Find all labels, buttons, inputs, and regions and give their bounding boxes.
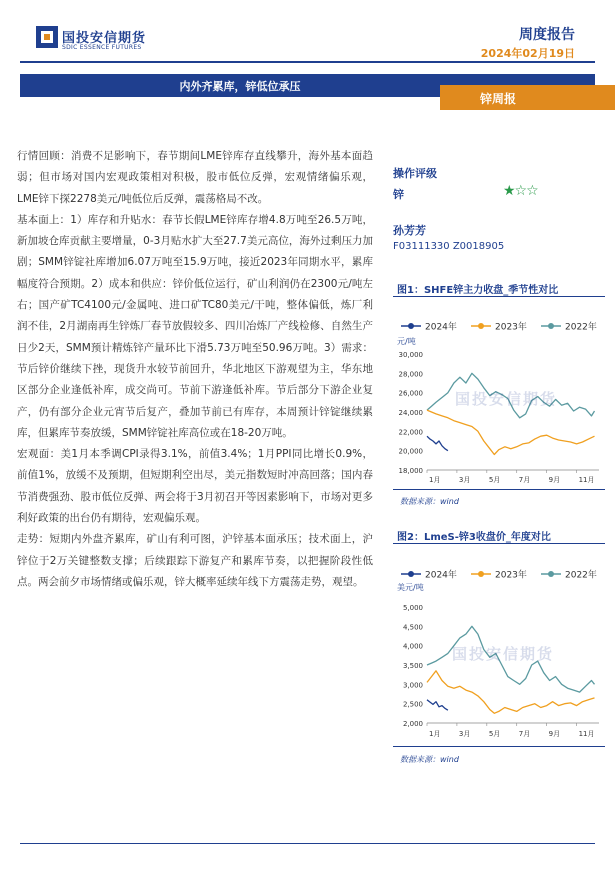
footer-divider — [20, 843, 595, 844]
report-date: 2024年02月19日 — [480, 47, 575, 60]
x-tick-label-3: 7月 — [518, 730, 531, 738]
series-line-0 — [427, 700, 448, 710]
series-line-0 — [427, 436, 448, 451]
page-header — [0, 0, 615, 70]
rating-stars: ★☆☆ — [503, 183, 538, 199]
legend-label-1: 2023年 — [495, 322, 527, 333]
paragraph-macro: 宏观面：美1月本季调CPI录得3.1%，前值3.4%；1月PPI同比增长0.9%，前值1%，放缓不及预期，但短期利空出尽，美元指数短时冲高回落；国内春节消费强劲、股市低位反弹、两会将于3月初召开等因素影响下，市场对更多利好政策的出台仍有期待，宏观偏乐观。 — [17, 448, 373, 525]
legend-marker-0 — [408, 323, 414, 329]
legend-marker-2 — [548, 571, 554, 577]
legend-marker-1 — [478, 571, 484, 577]
logo-text: 国投安信期货 — [62, 31, 147, 46]
legend-label-0: 2024年 — [425, 570, 457, 581]
y-axis-unit: 元/吨 — [397, 337, 416, 346]
y-tick-label-0: 30,000 — [398, 351, 423, 359]
sdic-logo-icon — [36, 26, 58, 48]
x-tick-label-4: 9月 — [548, 730, 561, 738]
figure-2-source: 数据来源：wind — [400, 755, 459, 764]
y-axis-unit: 美元/吨 — [397, 583, 424, 592]
x-tick-label-1: 3月 — [458, 476, 471, 484]
y-tick-label-0: 5,000 — [402, 604, 423, 612]
x-tick-label-0: 1月 — [429, 730, 441, 738]
report-body — [17, 146, 373, 593]
x-tick-label-1: 3月 — [458, 730, 471, 738]
y-tick-label-4: 3,000 — [402, 681, 423, 690]
watermark-1: 国投安信期货 — [455, 390, 558, 408]
x-tick-label-2: 5月 — [488, 730, 501, 738]
legend-marker-0 — [408, 571, 414, 577]
x-tick-label-3: 7月 — [518, 476, 531, 484]
legend-marker-2 — [548, 323, 554, 329]
x-tick-label-2: 5月 — [488, 476, 501, 484]
legend-label-0: 2024年 — [425, 322, 457, 333]
y-tick-label-6: 18,000 — [398, 467, 423, 475]
analyst-name: 孙芳芳 — [393, 224, 426, 237]
figure-2-title: 图2：LmeS-锌3收盘价_年度对比 — [397, 532, 551, 543]
legend-label-1: 2023年 — [495, 570, 527, 581]
report-tag-label: 锌周报 — [480, 92, 517, 106]
y-tick-label-5: 20,000 — [398, 447, 423, 456]
y-tick-label-1: 28,000 — [398, 370, 423, 379]
report-tag — [440, 85, 615, 110]
report-type: 周度报告 — [519, 27, 575, 43]
series-line-1 — [427, 410, 595, 454]
y-tick-label-2: 26,000 — [398, 389, 423, 398]
x-tick-label-5: 11月 — [578, 730, 595, 738]
figure-1-title: 图1：SHFE锌主力收盘_季节性对比 — [397, 285, 559, 296]
page-title: 内外齐累库，锌低位承压 — [179, 80, 301, 93]
figure-1-divider — [393, 296, 605, 297]
x-tick-label-0: 1月 — [429, 476, 441, 484]
legend-label-2: 2022年 — [565, 570, 597, 581]
paragraph-trend: 走势：短期内外盘齐累库，矿山有利可图，沪锌基本面承压；技术面上，沪锌位于2万关键整数支撑；后续跟踪下游复产和累库节奏，以把握阶段性低点。两会前夕市场情绪或偏乐观，锌大概率延续年线下方震荡走势，观望。 — [17, 533, 373, 588]
y-tick-label-3: 3,500 — [402, 662, 423, 670]
rating-item: 锌 — [393, 188, 404, 201]
y-tick-label-6: 2,000 — [402, 720, 423, 728]
rating-label: 操作评级 — [393, 167, 437, 180]
figure-2-divider — [393, 543, 605, 544]
header-divider — [20, 61, 595, 63]
x-tick-label-4: 9月 — [548, 476, 561, 484]
paragraph-fundamentals: 基本面上：1）库存和升贴水：春节长假LME锌库存增4.8万吨至26.5万吨，新加坡仓库贡献主要增量，0-3月贴水扩大至27.7美元高位，海外过剩压力加剧；SMM锌锭社库增加6.07万吨至15.9万吨，接近2023年同期水平，累库幅度符合预期。2）成本和供应：锌价低位运行，矿山利润仍在2300元/吨左右；国产矿TC4100元/金属吨、进口矿TC80美元/干吨，整体偏低，炼厂利润不佳，2月湖南再生锌炼厂春节放假较多、四川冶炼厂产线检修、自然生产日少2天，SMM预计精炼锌产量环比下滑5.73万吨至50.96万吨。3）需求：节后锌价继续下挫，现货升水较节前回升，华北地区下游观望为主，华东地区部分企业逢低补库，成交尚可。节前下游逢低补库。节后部分下游企业复产，仍有部分企业元宵节后复产，叠加节前已有库存，本周预计锌锭继续累库，但累库节奏放缓，SMM锌锭社库高位或在18-20万吨。 — [17, 213, 373, 439]
figure-1-source: 数据来源：wind — [400, 497, 459, 506]
y-tick-label-2: 4,000 — [402, 642, 423, 651]
analyst-id: F03111330 Z0018905 — [393, 241, 505, 252]
watermark-2: 国投安信期货 — [452, 645, 555, 663]
y-tick-label-4: 22,000 — [398, 428, 423, 437]
figure-1-bottom-divider — [393, 489, 605, 490]
legend-marker-1 — [478, 323, 484, 329]
legend-label-2: 2022年 — [565, 322, 597, 333]
figure-2-bottom-divider — [393, 746, 605, 747]
y-tick-label-3: 24,000 — [398, 409, 423, 417]
paragraph-review: 行情回顾：消费不足影响下，春节期间LME锌库存直线攀升，海外基本面趋弱；但市场对国内宏观政策相对积极，股市低位反弹，宏观情绪偏乐观，LME锌下探2278美元/吨低位后反弹，震荡格局不改。 — [17, 150, 373, 205]
logo-subtext: SDIC ESSENCE FUTURES — [62, 44, 142, 51]
y-tick-label-1: 4,500 — [402, 623, 423, 632]
x-tick-label-5: 11月 — [578, 476, 595, 484]
y-tick-label-5: 2,500 — [402, 700, 423, 709]
series-line-1 — [427, 671, 595, 714]
